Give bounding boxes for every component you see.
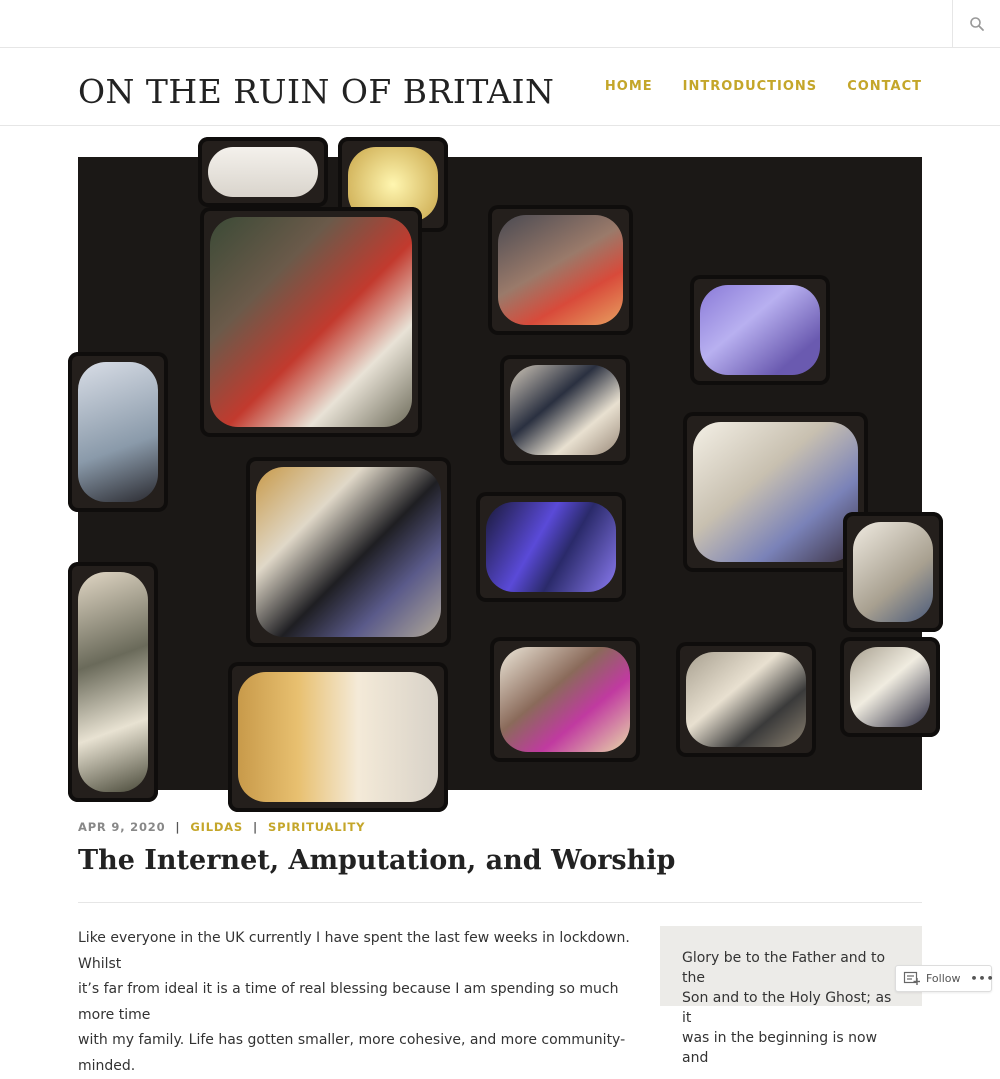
nav-introductions[interactable]: INTRODUCTIONS bbox=[682, 79, 818, 94]
featured-image[interactable] bbox=[78, 157, 922, 790]
post-category[interactable]: SPIRITUALITY bbox=[267, 820, 366, 834]
follow-label: Follow bbox=[926, 972, 961, 985]
widget-line: was in the beginning is now and bbox=[682, 1030, 878, 1066]
content-line: it’s far from ideal it is a time of real blessing because I am spending so much more time bbox=[78, 981, 619, 1023]
main-nav bbox=[605, 79, 922, 94]
content-line: with my family. Life has gotten smaller, more cohesive, and more community-minded. bbox=[78, 1032, 626, 1074]
nav-home[interactable]: HOME bbox=[604, 79, 653, 94]
widget-line: Glory be to the Father and to the bbox=[682, 950, 886, 986]
masthead bbox=[0, 48, 1000, 126]
divider bbox=[78, 902, 922, 903]
nav-contact[interactable]: CONTACT bbox=[847, 79, 922, 94]
post-meta bbox=[78, 820, 365, 834]
post-date[interactable]: APR 9, 2020 bbox=[78, 820, 166, 834]
post-content bbox=[78, 926, 638, 1079]
sidebar-text-widget bbox=[660, 926, 922, 1066]
top-bar bbox=[0, 0, 1000, 48]
post-title: The Internet, Amputation, and Worship bbox=[78, 845, 676, 876]
widget-line: Son and to the Holy Ghost; as it bbox=[682, 990, 892, 1026]
search-icon bbox=[969, 16, 985, 32]
meta-separator: | bbox=[252, 820, 258, 834]
follow-button[interactable] bbox=[895, 965, 995, 992]
content-line: Like everyone in the UK currently I have spent the last few weeks in lockdown. Whilst bbox=[78, 930, 630, 972]
meta-separator: | bbox=[175, 820, 181, 834]
post-author[interactable]: GILDAS bbox=[190, 820, 243, 834]
search-button[interactable] bbox=[952, 0, 1000, 48]
more-options-icon[interactable]: ••• bbox=[970, 972, 995, 985]
site-title[interactable]: ON THE RUIN OF BRITAIN bbox=[78, 72, 555, 111]
follow-icon bbox=[904, 972, 920, 986]
